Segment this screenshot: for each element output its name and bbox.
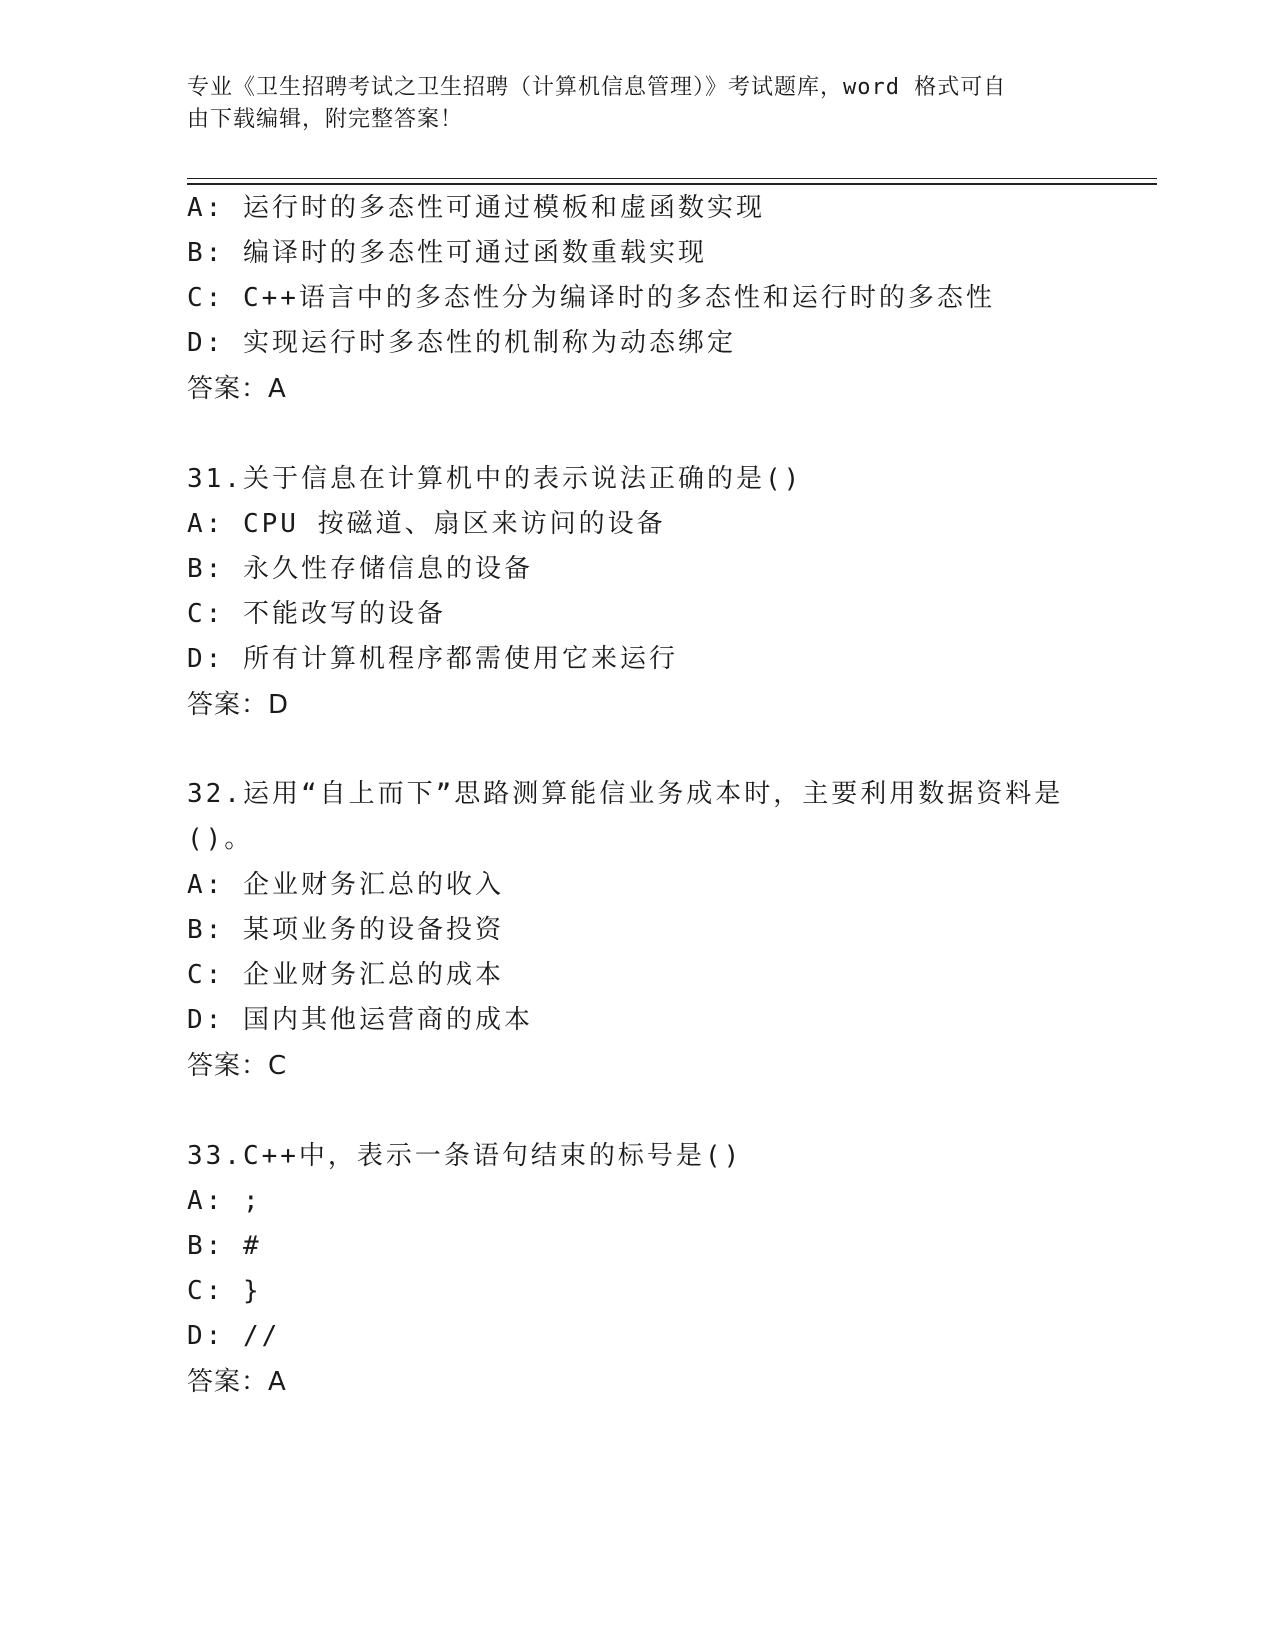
header-line-2: 由下载编辑，附完整答案！ <box>187 107 464 132</box>
option-a: A: CPU 按磁道、扇区来访问的设备 <box>187 509 666 539</box>
option-d: D: 实现运行时多态性的机制称为动态绑定 <box>187 328 736 358</box>
answer-line: 答案：A <box>187 374 287 404</box>
option-b: B: 某项业务的设备投资 <box>187 915 504 945</box>
option-d: D: 国内其他运营商的成本 <box>187 1005 533 1035</box>
question-32-line-1: 32.运用“自上而下”思路测算能信业务成本时，主要利用数据资料是 <box>187 779 1064 809</box>
option-c: C: C++语言中的多态性分为编译时的多态性和运行时的多态性 <box>187 283 995 313</box>
option-a: A: ; <box>187 1186 262 1216</box>
answer-line: 答案：C <box>187 1051 288 1081</box>
answer-line: 答案：A <box>187 1367 287 1397</box>
option-a: A: 企业财务汇总的收入 <box>187 870 504 900</box>
option-c: C: 不能改写的设备 <box>187 599 446 629</box>
option-c: C: 企业财务汇总的成本 <box>187 960 504 990</box>
option-d: D: 所有计算机程序都需使用它来运行 <box>187 644 678 674</box>
question-33: 33.C++中，表示一条语句结束的标号是() <box>187 1141 743 1171</box>
option-c: C: } <box>187 1276 262 1306</box>
header-divider-thick <box>187 183 1157 185</box>
question-32-line-2: ()。 <box>187 824 254 854</box>
option-a: A: 运行时的多态性可通过模板和虚函数实现 <box>187 193 765 223</box>
document-header <box>187 72 1087 136</box>
header-divider-thin <box>187 178 1157 179</box>
option-b: B: 永久性存储信息的设备 <box>187 554 533 584</box>
option-d: D: // <box>187 1321 281 1351</box>
option-b: B: # <box>187 1231 262 1261</box>
option-b: B: 编译时的多态性可通过函数重载实现 <box>187 238 707 268</box>
header-line-1: 专业《卫生招聘考试之卫生招聘（计算机信息管理）》考试题库，word 格式可自 <box>187 75 1007 100</box>
question-31: 31.关于信息在计算机中的表示说法正确的是() <box>187 464 803 494</box>
answer-line: 答案：D <box>187 690 290 720</box>
